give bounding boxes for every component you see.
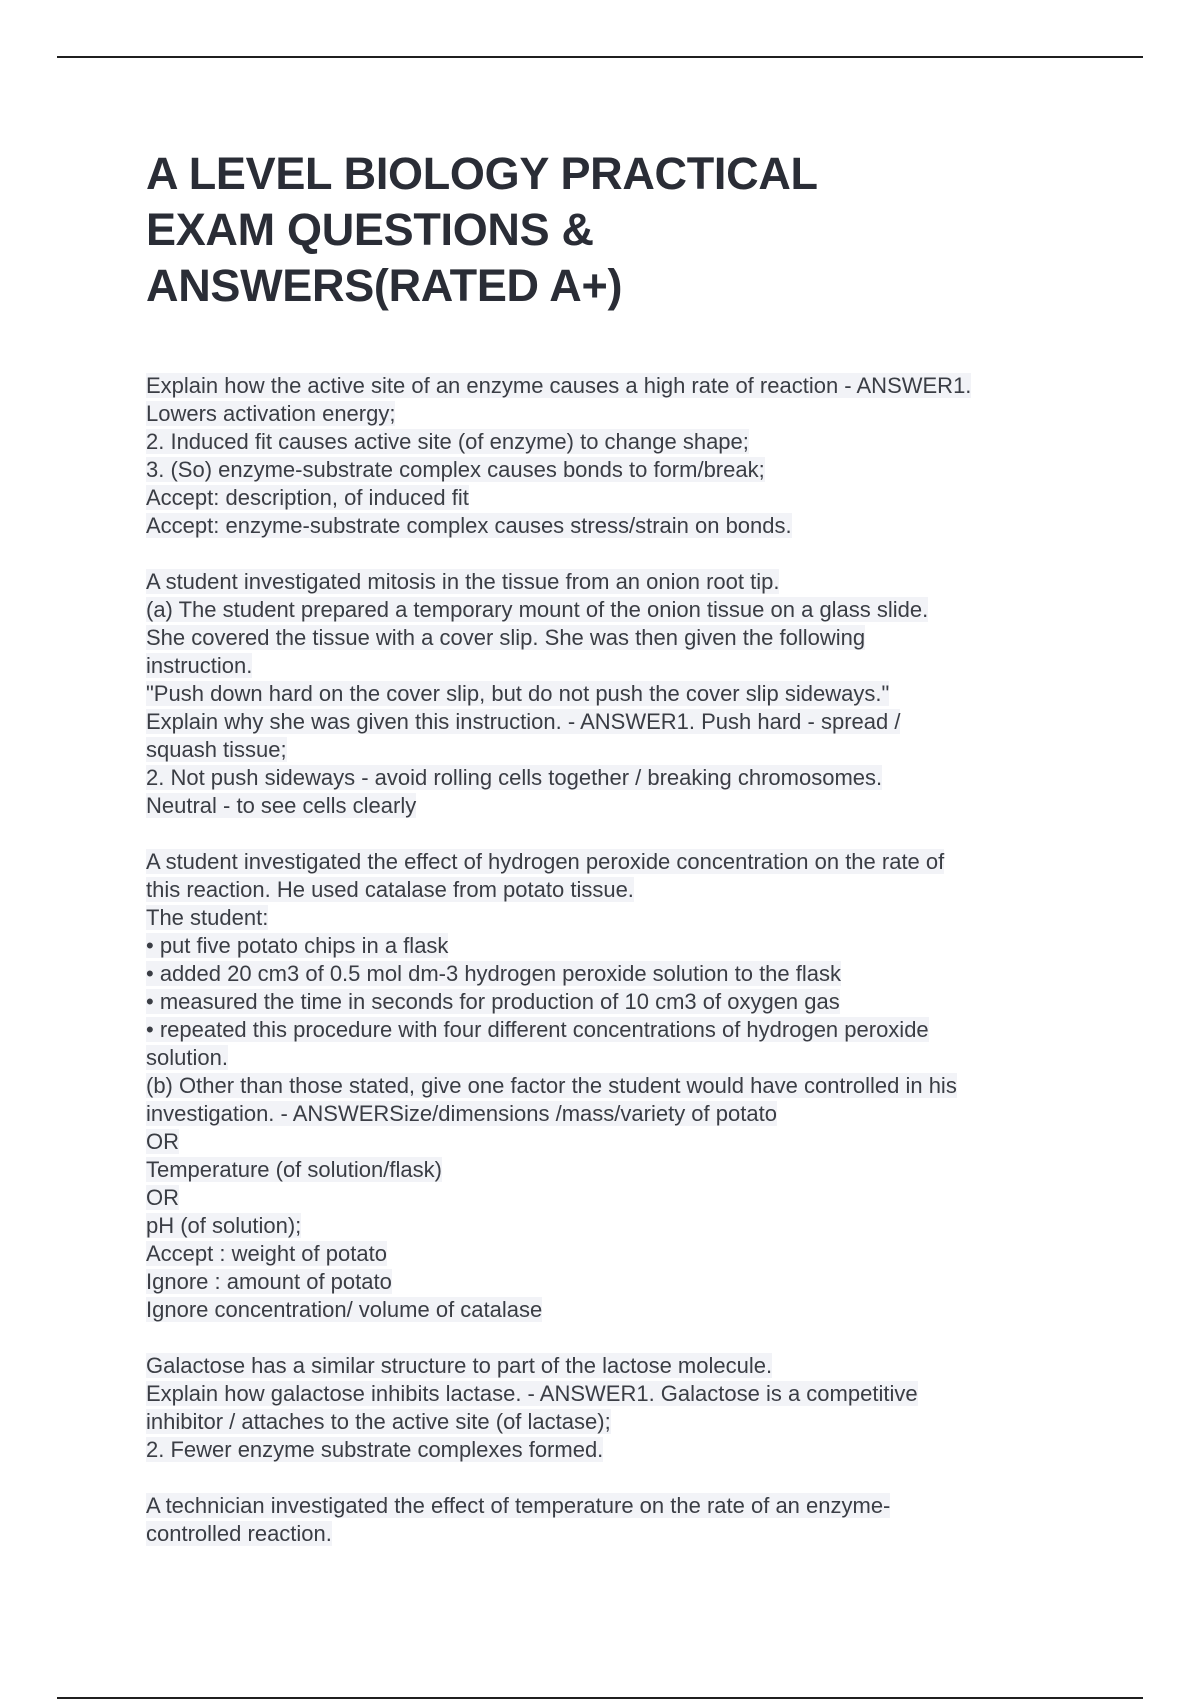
title-line: ANSWERS(RATED A+) [146, 260, 623, 311]
qa-line [146, 568, 1076, 596]
qa-block [146, 1492, 1076, 1548]
qa-line-text: • put five potato chips in a flask [146, 933, 449, 958]
qa-line-text: A technician investigated the effect of temperature on the rate of an enzyme- [146, 1493, 891, 1518]
qa-line [146, 400, 1076, 428]
top-rule [57, 56, 1143, 58]
qa-line-text: OR [146, 1129, 179, 1154]
qa-line-text: • measured the time in seconds for production of 10 cm3 of oxygen gas [146, 989, 840, 1014]
qa-line-text: Lowers activation energy; [146, 401, 396, 426]
qa-line [146, 1128, 1076, 1156]
qa-line-text: squash tissue; [146, 737, 287, 762]
qa-line [146, 904, 1076, 932]
qa-line-text: this reaction. He used catalase from potato tissue. [146, 877, 634, 902]
qa-line [146, 1352, 1076, 1380]
qa-line-text: Accept : weight of potato [146, 1241, 387, 1266]
qa-line [146, 1268, 1076, 1296]
qa-line [146, 680, 1076, 708]
qa-line [146, 848, 1076, 876]
qa-line-text: "Push down hard on the cover slip, but do not push the cover slip sideways." [146, 681, 890, 706]
qa-line [146, 1184, 1076, 1212]
qa-line-text: (b) Other than those stated, give one factor the student would have controlled in his [146, 1073, 957, 1098]
qa-line [146, 456, 1076, 484]
qa-line [146, 960, 1076, 988]
qa-line-text: Ignore : amount of potato [146, 1269, 392, 1294]
title-line: A LEVEL BIOLOGY PRACTICAL [146, 148, 818, 199]
qa-line-text: She covered the tissue with a cover slip. She was then given the following [146, 625, 866, 650]
qa-line [146, 1016, 1076, 1044]
document-title [146, 146, 1076, 314]
qa-line-text: Explain how the active site of an enzyme causes a high rate of reaction - ANSWER1. [146, 373, 972, 398]
qa-line-text: Ignore concentration/ volume of catalase [146, 1297, 543, 1322]
qa-line [146, 988, 1076, 1016]
qa-line-text: • added 20 cm3 of 0.5 mol dm-3 hydrogen peroxide solution to the flask [146, 961, 841, 986]
qa-line [146, 736, 1076, 764]
qa-block [146, 1352, 1076, 1464]
qa-line-text: controlled reaction. [146, 1521, 332, 1546]
qa-line-text: 2. Not push sideways - avoid rolling cells together / breaking chromosomes. [146, 765, 883, 790]
qa-block [146, 372, 1076, 540]
qa-line-text: OR [146, 1185, 179, 1210]
qa-line [146, 1100, 1076, 1128]
qa-line [146, 792, 1076, 820]
qa-line [146, 1492, 1076, 1520]
qa-line [146, 1380, 1076, 1408]
qa-line [146, 596, 1076, 624]
qa-line [146, 1156, 1076, 1184]
qa-line [146, 876, 1076, 904]
qa-line [146, 372, 1076, 400]
qa-block [146, 848, 1076, 1324]
qa-block [146, 568, 1076, 820]
qa-line [146, 624, 1076, 652]
qa-line [146, 764, 1076, 792]
qa-line-text: (a) The student prepared a temporary mount of the onion tissue on a glass slide. [146, 597, 929, 622]
qa-line [146, 1240, 1076, 1268]
qa-line [146, 512, 1076, 540]
qa-line [146, 1408, 1076, 1436]
qa-line-text: instruction. [146, 653, 253, 678]
qa-line [146, 708, 1076, 736]
title-line: EXAM QUESTIONS & [146, 204, 594, 255]
qa-line [146, 484, 1076, 512]
qa-line-text: Galactose has a similar structure to part of the lactose molecule. [146, 1353, 773, 1378]
qa-line-text: The student: [146, 905, 269, 930]
qa-line-text: Accept: enzyme-substrate complex causes stress/strain on bonds. [146, 513, 792, 538]
bottom-rule [57, 1697, 1143, 1699]
qa-list [146, 372, 1076, 1548]
qa-line [146, 1296, 1076, 1324]
qa-line-text: A student investigated mitosis in the tissue from an onion root tip. [146, 569, 780, 594]
qa-line-text: Temperature (of solution/flask) [146, 1157, 442, 1182]
qa-line-text: 3. (So) enzyme-substrate complex causes bonds to form/break; [146, 457, 765, 482]
qa-line-text: 2. Fewer enzyme substrate complexes formed. [146, 1437, 604, 1462]
qa-line [146, 1520, 1076, 1548]
qa-line-text: Explain why she was given this instruction. - ANSWER1. Push hard - spread / [146, 709, 901, 734]
qa-line-text: • repeated this procedure with four different concentrations of hydrogen peroxide [146, 1017, 929, 1042]
qa-line-text: 2. Induced fit causes active site (of enzyme) to change shape; [146, 429, 749, 454]
qa-line [146, 652, 1076, 680]
qa-line-text: inhibitor / attaches to the active site (of lactase); [146, 1409, 611, 1434]
qa-line [146, 1212, 1076, 1240]
qa-line-text: pH (of solution); [146, 1213, 302, 1238]
qa-line-text: Accept: description, of induced fit [146, 485, 469, 510]
qa-line-text: Explain how galactose inhibits lactase. - ANSWER1. Galactose is a competitive [146, 1381, 918, 1406]
qa-line-text: Neutral - to see cells clearly [146, 793, 417, 818]
qa-line-text: investigation. - ANSWERSize/dimensions /mass/variety of potato [146, 1101, 777, 1126]
qa-line-text: solution. [146, 1045, 228, 1070]
qa-line [146, 1072, 1076, 1100]
document-body [146, 146, 1076, 1576]
qa-line [146, 1044, 1076, 1072]
qa-line [146, 932, 1076, 960]
qa-line [146, 1436, 1076, 1464]
qa-line [146, 428, 1076, 456]
qa-line-text: A student investigated the effect of hydrogen peroxide concentration on the rate of [146, 849, 945, 874]
